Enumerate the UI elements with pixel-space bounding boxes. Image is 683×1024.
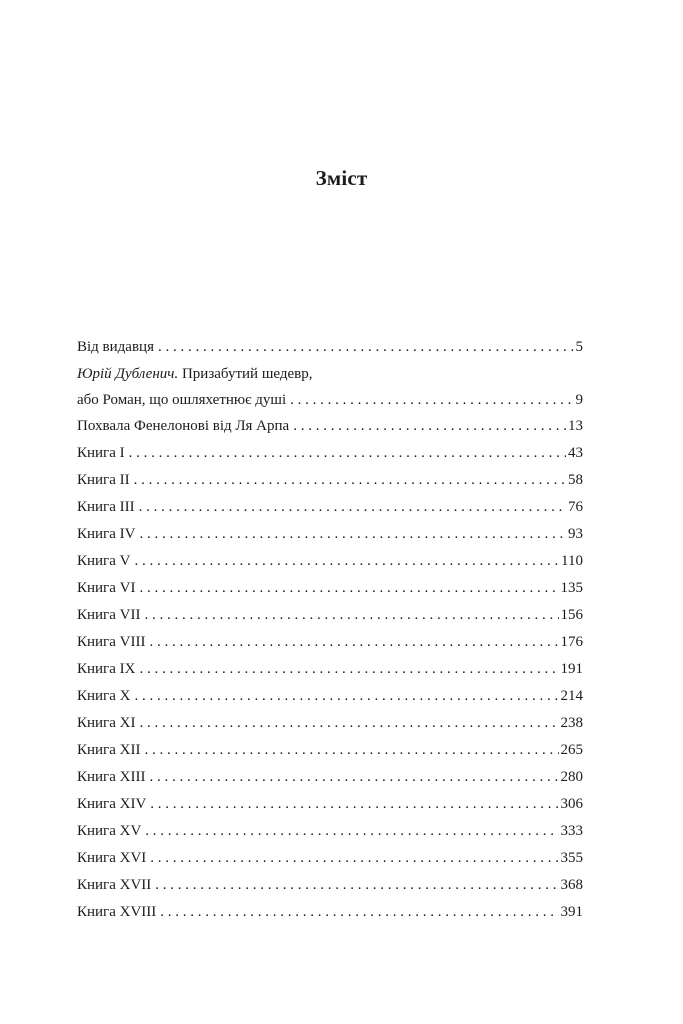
- dot-leader: [139, 710, 558, 737]
- toc-entry-book-3[interactable]: [77, 494, 583, 521]
- toc-entry-page: 156: [560, 607, 583, 623]
- toc-entry-title-line2: [77, 388, 583, 413]
- dot-leader: [145, 818, 558, 845]
- toc-entry-book-18[interactable]: [77, 899, 583, 926]
- toc-entry-title: Книга II: [77, 472, 130, 488]
- toc-entry-page: 191: [560, 661, 583, 677]
- toc-entry-title-part: або Роман, що ошляхетнює душі: [77, 392, 287, 408]
- dot-leader: [134, 548, 559, 575]
- table-of-contents: [77, 334, 583, 926]
- dot-leader: [149, 764, 558, 791]
- toc-entry-title: Похвала Фенелонові від Ля Арпа: [77, 418, 290, 434]
- dot-leader: [158, 334, 574, 361]
- toc-entry-page: 43: [568, 445, 583, 461]
- toc-entry-page: 76: [568, 499, 583, 515]
- dot-leader: [139, 494, 566, 521]
- toc-entry-page: 333: [560, 823, 583, 839]
- toc-entry-title-line1: [77, 361, 583, 388]
- toc-entry-page: 391: [560, 904, 583, 920]
- toc-entry-title: Книга VI: [77, 580, 136, 596]
- toc-entry-book-10[interactable]: [77, 683, 583, 710]
- toc-entry-title: Книга X: [77, 688, 131, 704]
- toc-entry-publisher-note[interactable]: [77, 334, 583, 361]
- toc-entry-book-16[interactable]: [77, 845, 583, 872]
- toc-entry-book-15[interactable]: [77, 818, 583, 845]
- toc-entry-title: Книга XIV: [77, 796, 147, 812]
- toc-entry-page: 110: [561, 553, 583, 569]
- toc-entry-page: 58: [568, 472, 583, 488]
- toc-entry-page: 368: [560, 877, 583, 893]
- toc-entry-title: Книга XIII: [77, 769, 146, 785]
- toc-entry-title: Книга XVII: [77, 877, 152, 893]
- toc-entry-page: 135: [560, 580, 583, 596]
- toc-entry-title: Книга IV: [77, 526, 136, 542]
- toc-entry-title: Книга XII: [77, 742, 141, 758]
- toc-entry-author: Юрій Дубленич.: [77, 366, 179, 382]
- toc-entry-book-5[interactable]: [77, 548, 583, 575]
- toc-entry-title: Від видавця: [77, 339, 154, 355]
- toc-entry-title: Книга XVI: [77, 850, 147, 866]
- toc-entry-title: Книга III: [77, 499, 135, 515]
- dot-leader: [144, 602, 558, 629]
- toc-entry-page: 176: [560, 634, 583, 650]
- toc-entry-page: 238: [560, 715, 583, 731]
- toc-entry-page: 265: [560, 742, 583, 758]
- dot-leader: [129, 440, 566, 467]
- toc-entry-title: Книга XVIII: [77, 904, 157, 920]
- dot-leader: [290, 388, 573, 413]
- toc-entry-title: Книга I: [77, 445, 125, 461]
- toc-entry-title-part: Призабутий шедевр,: [178, 366, 313, 382]
- dot-leader: [144, 737, 558, 764]
- toc-entry-book-9[interactable]: [77, 656, 583, 683]
- dot-leader: [293, 413, 566, 440]
- toc-entry-page: 306: [560, 796, 583, 812]
- toc-entry-book-2[interactable]: [77, 467, 583, 494]
- dot-leader: [139, 656, 558, 683]
- toc-entry-page: 93: [568, 526, 583, 542]
- dot-leader: [160, 899, 558, 926]
- toc-entry-page: 280: [560, 769, 583, 785]
- dot-leader: [139, 521, 566, 548]
- toc-entry-book-4[interactable]: [77, 521, 583, 548]
- toc-entry-page: 13: [568, 418, 583, 434]
- toc-entry-page: 9: [575, 392, 583, 408]
- dot-leader: [150, 845, 558, 872]
- toc-entry-page: 214: [560, 688, 583, 704]
- toc-entry-title: Книга XV: [77, 823, 142, 839]
- toc-entry-title: Книга IX: [77, 661, 136, 677]
- toc-entry-book-12[interactable]: [77, 737, 583, 764]
- toc-entry-title: Книга XI: [77, 715, 136, 731]
- dot-leader: [134, 467, 566, 494]
- toc-entry-praise[interactable]: [77, 413, 583, 440]
- page-title: Зміст: [315, 166, 368, 190]
- toc-entry-title: Книга VIII: [77, 634, 146, 650]
- toc-entry-title: Книга VII: [77, 607, 141, 623]
- toc-entry-page: 355: [560, 850, 583, 866]
- toc-entry-book-17[interactable]: [77, 872, 583, 899]
- dot-leader: [134, 683, 558, 710]
- toc-entry-essay[interactable]: [77, 361, 583, 413]
- toc-entry-book-8[interactable]: [77, 629, 583, 656]
- toc-entry-book-13[interactable]: [77, 764, 583, 791]
- dot-leader: [155, 872, 558, 899]
- toc-entry-title: Книга V: [77, 553, 131, 569]
- toc-entry-book-6[interactable]: [77, 575, 583, 602]
- dot-leader: [149, 629, 558, 656]
- toc-entry-book-11[interactable]: [77, 710, 583, 737]
- toc-entry-book-1[interactable]: [77, 440, 583, 467]
- toc-entry-book-7[interactable]: [77, 602, 583, 629]
- toc-entry-book-14[interactable]: [77, 791, 583, 818]
- toc-entry-page: 5: [575, 339, 583, 355]
- dot-leader: [150, 791, 558, 818]
- dot-leader: [139, 575, 558, 602]
